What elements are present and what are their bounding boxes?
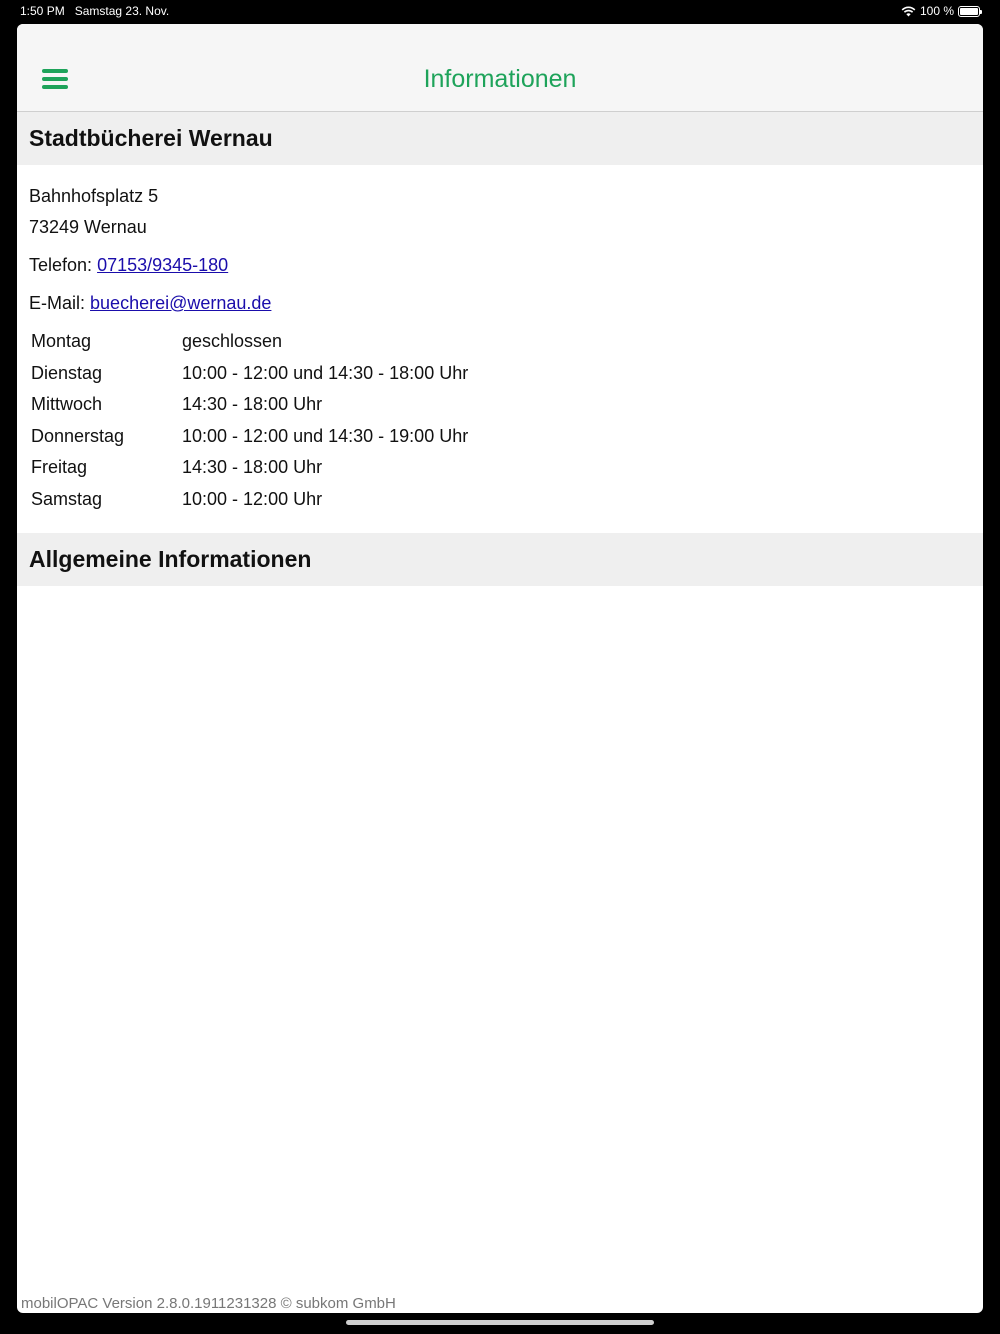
phone-line [29,250,971,281]
phone-label: Telefon: [29,255,93,275]
hours-row [29,358,470,390]
hours-row [29,421,470,453]
hours-time: 14:30 - 18:00 Uhr [182,457,323,478]
address-city: 73249 Wernau [29,217,147,237]
status-time: 1:50 PM [20,4,65,18]
hours-day: Mittwoch [31,394,103,415]
hours-row [29,452,470,484]
hours-day: Freitag [31,457,88,478]
battery-icon [958,6,980,17]
hamburger-menu-icon[interactable] [42,69,68,89]
hours-day: Samstag [31,488,103,509]
hours-row [29,484,470,516]
opening-hours-table [29,326,470,515]
app-header [17,24,983,112]
hours-day: Montag [31,331,92,352]
hours-day: Dienstag [31,362,103,383]
home-indicator[interactable] [346,1320,654,1325]
hours-time: 10:00 - 12:00 Uhr [182,488,323,509]
hours-row [29,389,470,421]
email-label: E-Mail: [29,293,86,313]
general-info-heading: Allgemeine Informationen [17,533,983,586]
library-info [17,165,983,533]
email-line [29,288,971,319]
hours-row [29,326,470,358]
hours-time: 10:00 - 12:00 und 14:30 - 19:00 Uhr [182,425,469,446]
hours-day: Donnerstag [31,425,125,446]
battery-percent: 100 % [919,4,954,18]
hours-time: 14:30 - 18:00 Uhr [182,394,323,415]
library-name-heading: Stadtbücherei Wernau [17,112,983,165]
hours-time: geschlossen [182,331,283,352]
page-title: Informationen [423,64,577,93]
email-link[interactable]: buecherei@wernau.de [90,293,272,313]
status-date: Samstag 23. Nov. [74,4,170,18]
phone-link[interactable]: 07153/9345-180 [97,255,229,275]
wifi-icon [901,6,916,17]
app-screen [17,24,983,1313]
version-footer: mobilOPAC Version 2.8.0.1911231328 © subkom GmbH [21,1295,396,1312]
battery-fill [960,8,978,15]
address-street: Bahnhofsplatz 5 [29,186,159,206]
hours-time: 10:00 - 12:00 und 14:30 - 18:00 Uhr [182,362,469,383]
status-bar [0,0,1000,22]
